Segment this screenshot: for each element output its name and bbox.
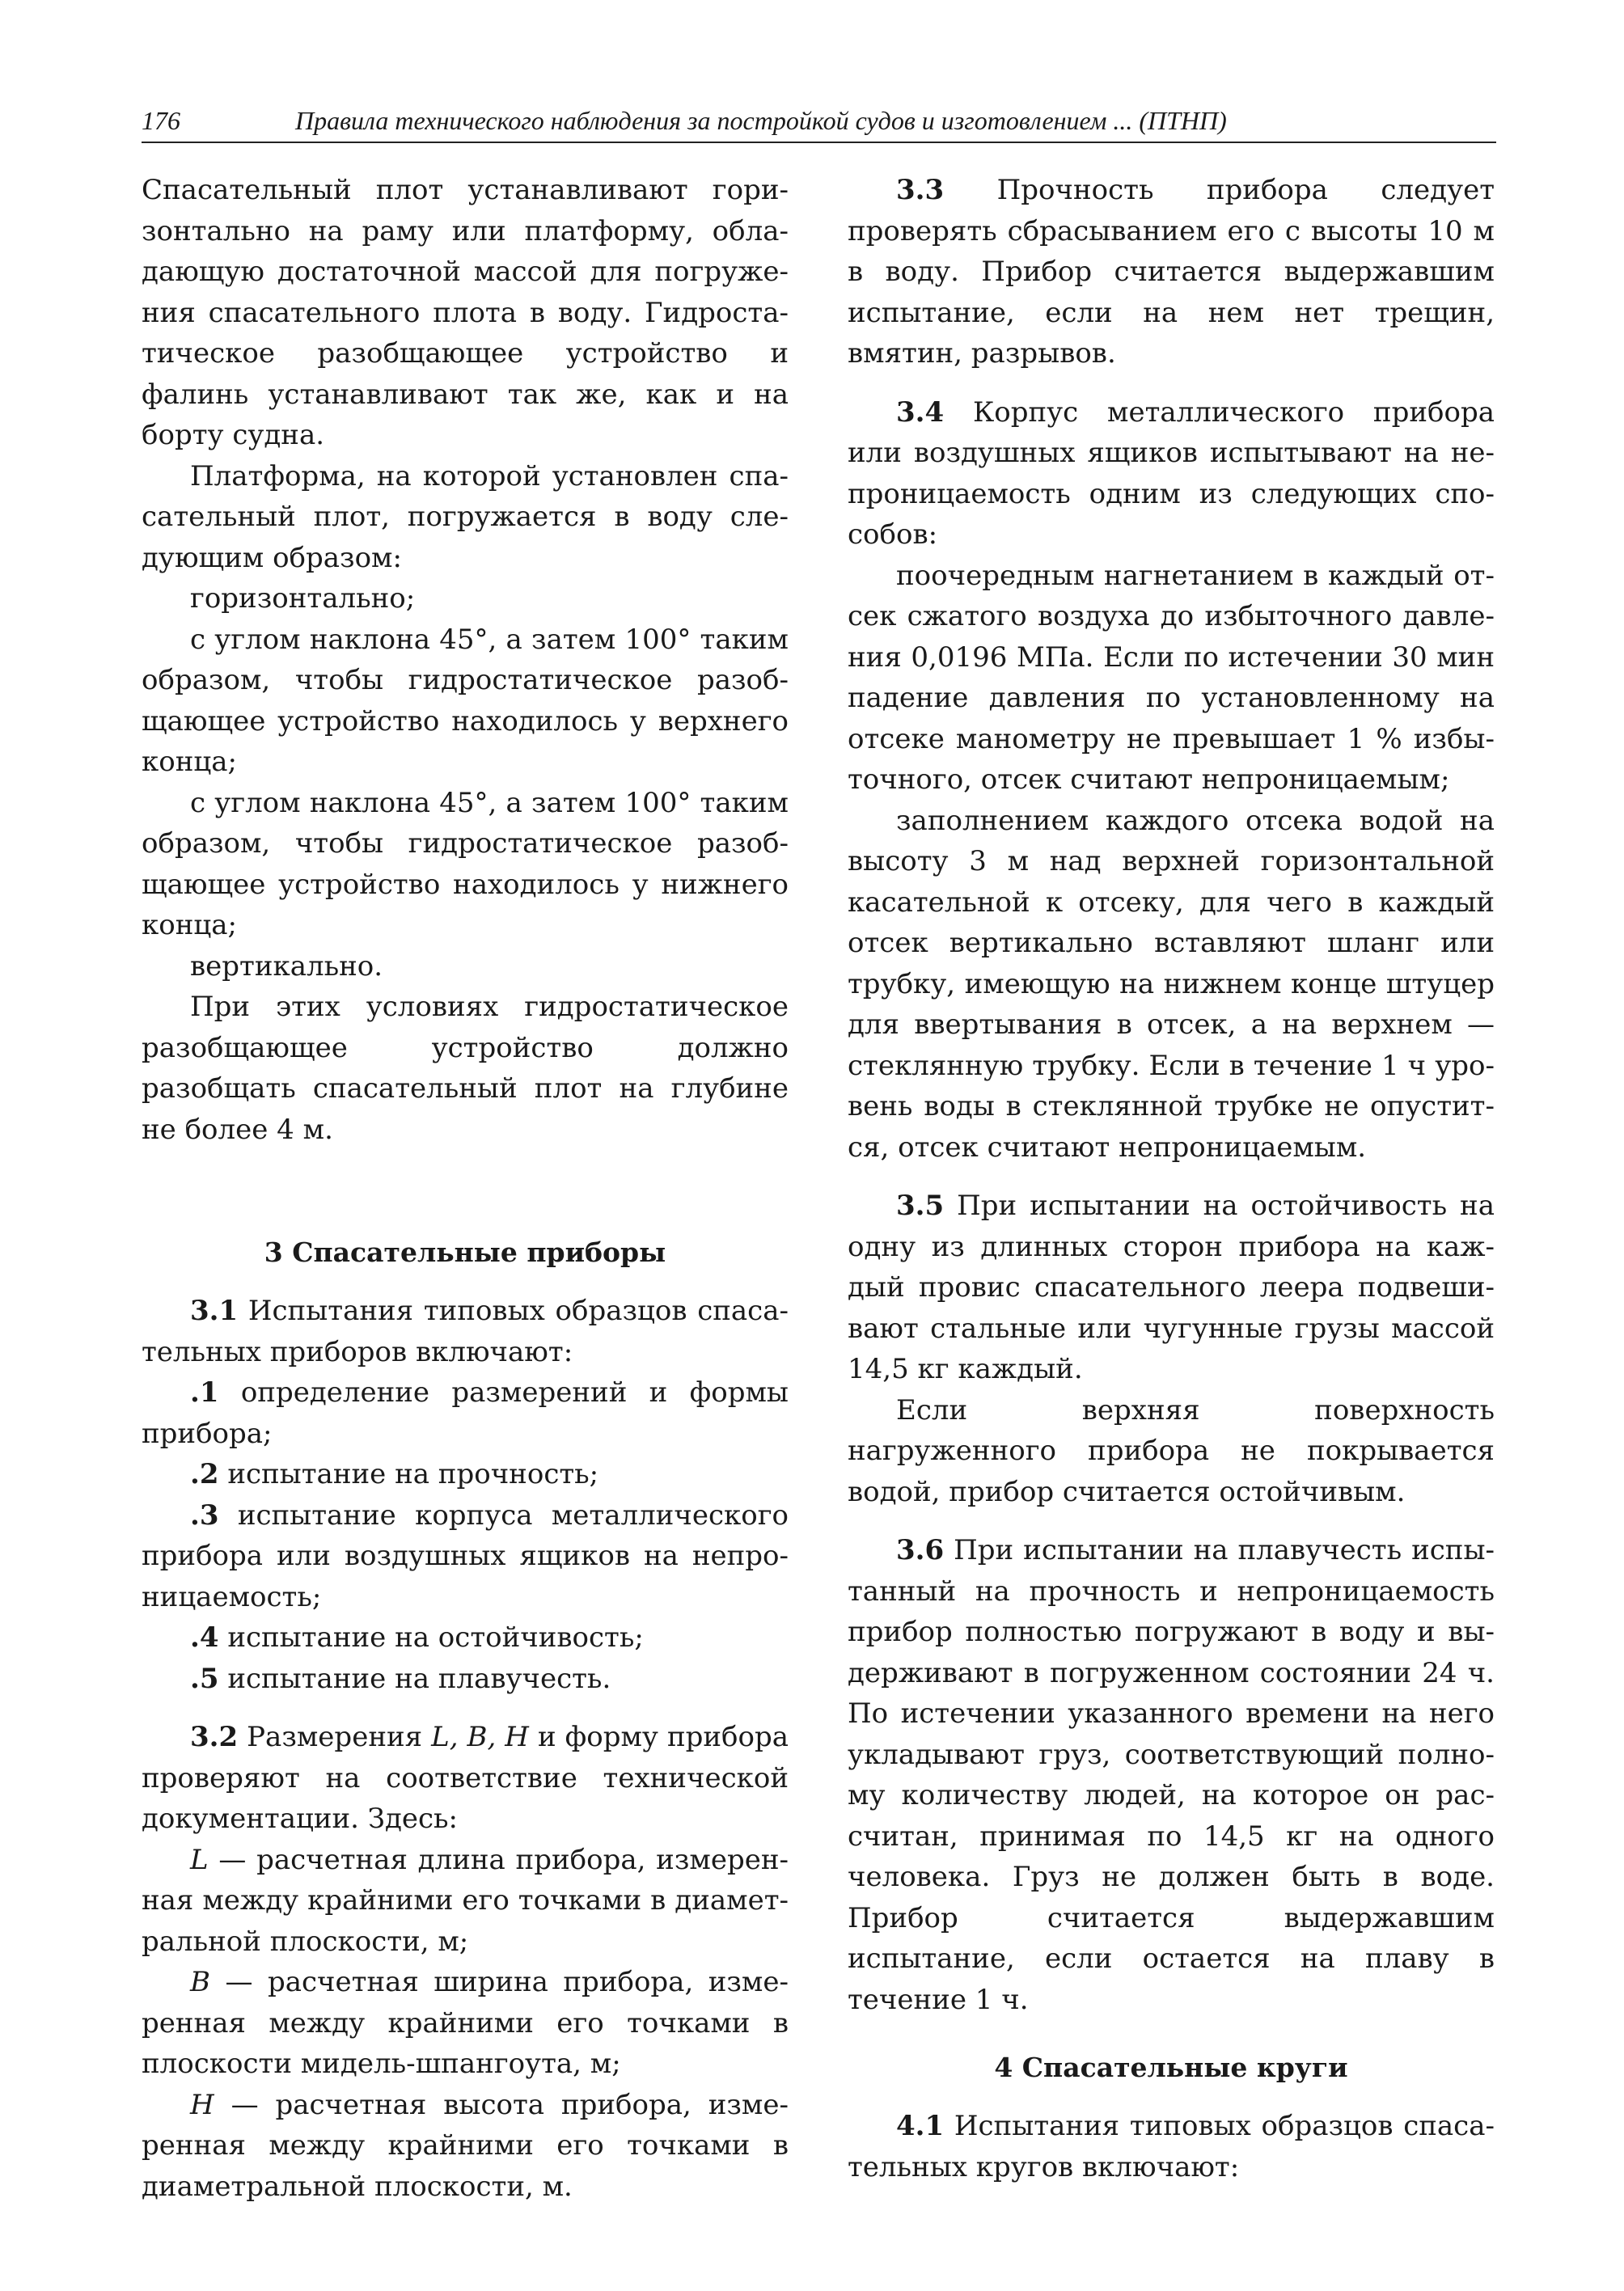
clause-3-2: 3.2 Размерения L, B, H и форму прибора проверяют на соответствие технической документации. Здесь:	[142, 1721, 789, 1835]
clause-3-5: 3.5 При испытании на остойчивость на одну из длинных сторон прибора на каждый провис спасательного леера подвешивают стальные или чугунные грузы массой 14,5 кг каждый.	[848, 1190, 1495, 1385]
paragraph: Платформа, на которой установлен спасательный плот, погружается в воду следующим образом:	[142, 459, 789, 574]
clause-3-4: 3.4 Корпус металлического прибора или воздушных ящиков испытывают на непроницаемость одним из следующих способов:	[848, 395, 1495, 551]
list-item: .2 испытание на прочность;	[190, 1458, 599, 1490]
definition-H: H — расчетная высота прибора, измеренная между крайними его точками в диаметральной плоскости, м.	[142, 2088, 789, 2203]
clause-3-3: 3.3 Прочность прибора следует проверять сбрасыванием его с высоты 10 м в воду. Прибор считается выдержавшим испытание, если на нем нет трещин, вмятин, разрывов.	[848, 174, 1495, 370]
clause-number: 3.5	[896, 1190, 945, 1222]
definition-L: L — расчетная длина прибора, измеренная между крайними его точками в диаметральной плоскости, м;	[142, 1843, 789, 1958]
clause-3-1: 3.1 Испытания типовых образцов спасательных приборов включают:	[142, 1295, 789, 1368]
paragraph: поочередным нагнетанием в каждый отсек сжатого воздуха до избыточного давления 0,0196 МПа. Если по истечении 30 мин падение давления по установленному на отсеке манометру не превышает 1 % избыточного, отсек считают непроницаемым;	[848, 559, 1495, 796]
clause-number: 3.1	[190, 1295, 239, 1327]
clause-number: 3.3	[896, 174, 945, 206]
section-heading: 4 Спасательные круги	[994, 2052, 1348, 2083]
definition-B: B — расчетная ширина прибора, измеренная между крайними его точками в плоскости мидель-шпангоута, м;	[142, 1966, 789, 2080]
clause-3-6: 3.6 При испытании на плавучесть испытанный на прочность и непроницаемость прибор полностью погружают в воду и выдерживают в погруженном состоянии 24 ч. По истечении указанного времени на него укладывают груз, соответствующий полному количеству людей, на которое он рассчитан, принимая по 14,5 кг на одного человека. Груз не должен быть в воде. Прибор считается выдержавшим испытание, если остается на плаву в течение 1 ч.	[848, 1534, 1495, 2016]
right-column	[848, 170, 1495, 2187]
clause-4-1: 4.1 Испытания типовых образцов спасательных кругов включают:	[848, 2110, 1495, 2183]
list-item: .4 испытание на остойчивость;	[190, 1621, 644, 1654]
left-column	[142, 170, 789, 2207]
clause-number: 3.4	[896, 395, 945, 429]
list-item: .5 испытание на плавучесть.	[190, 1662, 611, 1695]
paragraph: При этих условиях гидростатическое разобщающее устройство должно разобщать спасательный плот на глубине не более 4 м.	[142, 991, 789, 1146]
clause-number: 3.2	[190, 1721, 239, 1753]
paragraph: заполнением каждого отсека водой на высоту 3 м над верхней горизонтальной касательной к отсеку, для чего в каждый отсек вертикально вставляют шланг или трубку, имеющую на нижнем конце штуцер для ввертывания в отсек, а на верхнем — стеклянную трубку. Если в течение 1 ч уровень воды в стеклянной трубке не опустится, отсек считают непроницаемым.	[848, 804, 1495, 1164]
clause-number: 3.6	[896, 1534, 945, 1566]
list-item: .3 испытание корпуса металлического прибора или воздушных ящиков на непроницаемость;	[142, 1498, 789, 1613]
paragraph: Если верхняя поверхность нагруженного прибора не покрывается водой, прибор считается остойчивым.	[848, 1393, 1495, 1508]
clause-number: 4.1	[896, 2110, 945, 2142]
running-header	[142, 101, 1496, 143]
page-number: 176	[142, 106, 180, 135]
list-item: с углом наклона 45°, а затем 100° таким образом, чтобы гидростатическое разобщающее устройство находилось у нижнего конца;	[142, 786, 789, 941]
running-title: Правила технического наблюдения за постройкой судов и изготовлением ... (ПТНП)	[295, 106, 1227, 135]
section-heading: 3 Спасательные приборы	[264, 1236, 666, 1268]
list-item: горизонтально;	[190, 582, 416, 615]
list-item: .1 определение размерений и формы прибора;	[142, 1376, 789, 1450]
list-item: вертикально.	[190, 949, 383, 983]
list-item: с углом наклона 45°, а затем 100° таким образом, чтобы гидростатическое разобщающее устройство находилось у верхнего конца;	[142, 623, 789, 778]
paragraph: Спасательный плот устанавливают горизонтально на раму или платформу, обладающую достаточной массой для погружения спасательного плота в воду. Гидростатическое разобщающее устройство и фалинь устанавливают так же, как и на борту судна.	[142, 174, 789, 451]
